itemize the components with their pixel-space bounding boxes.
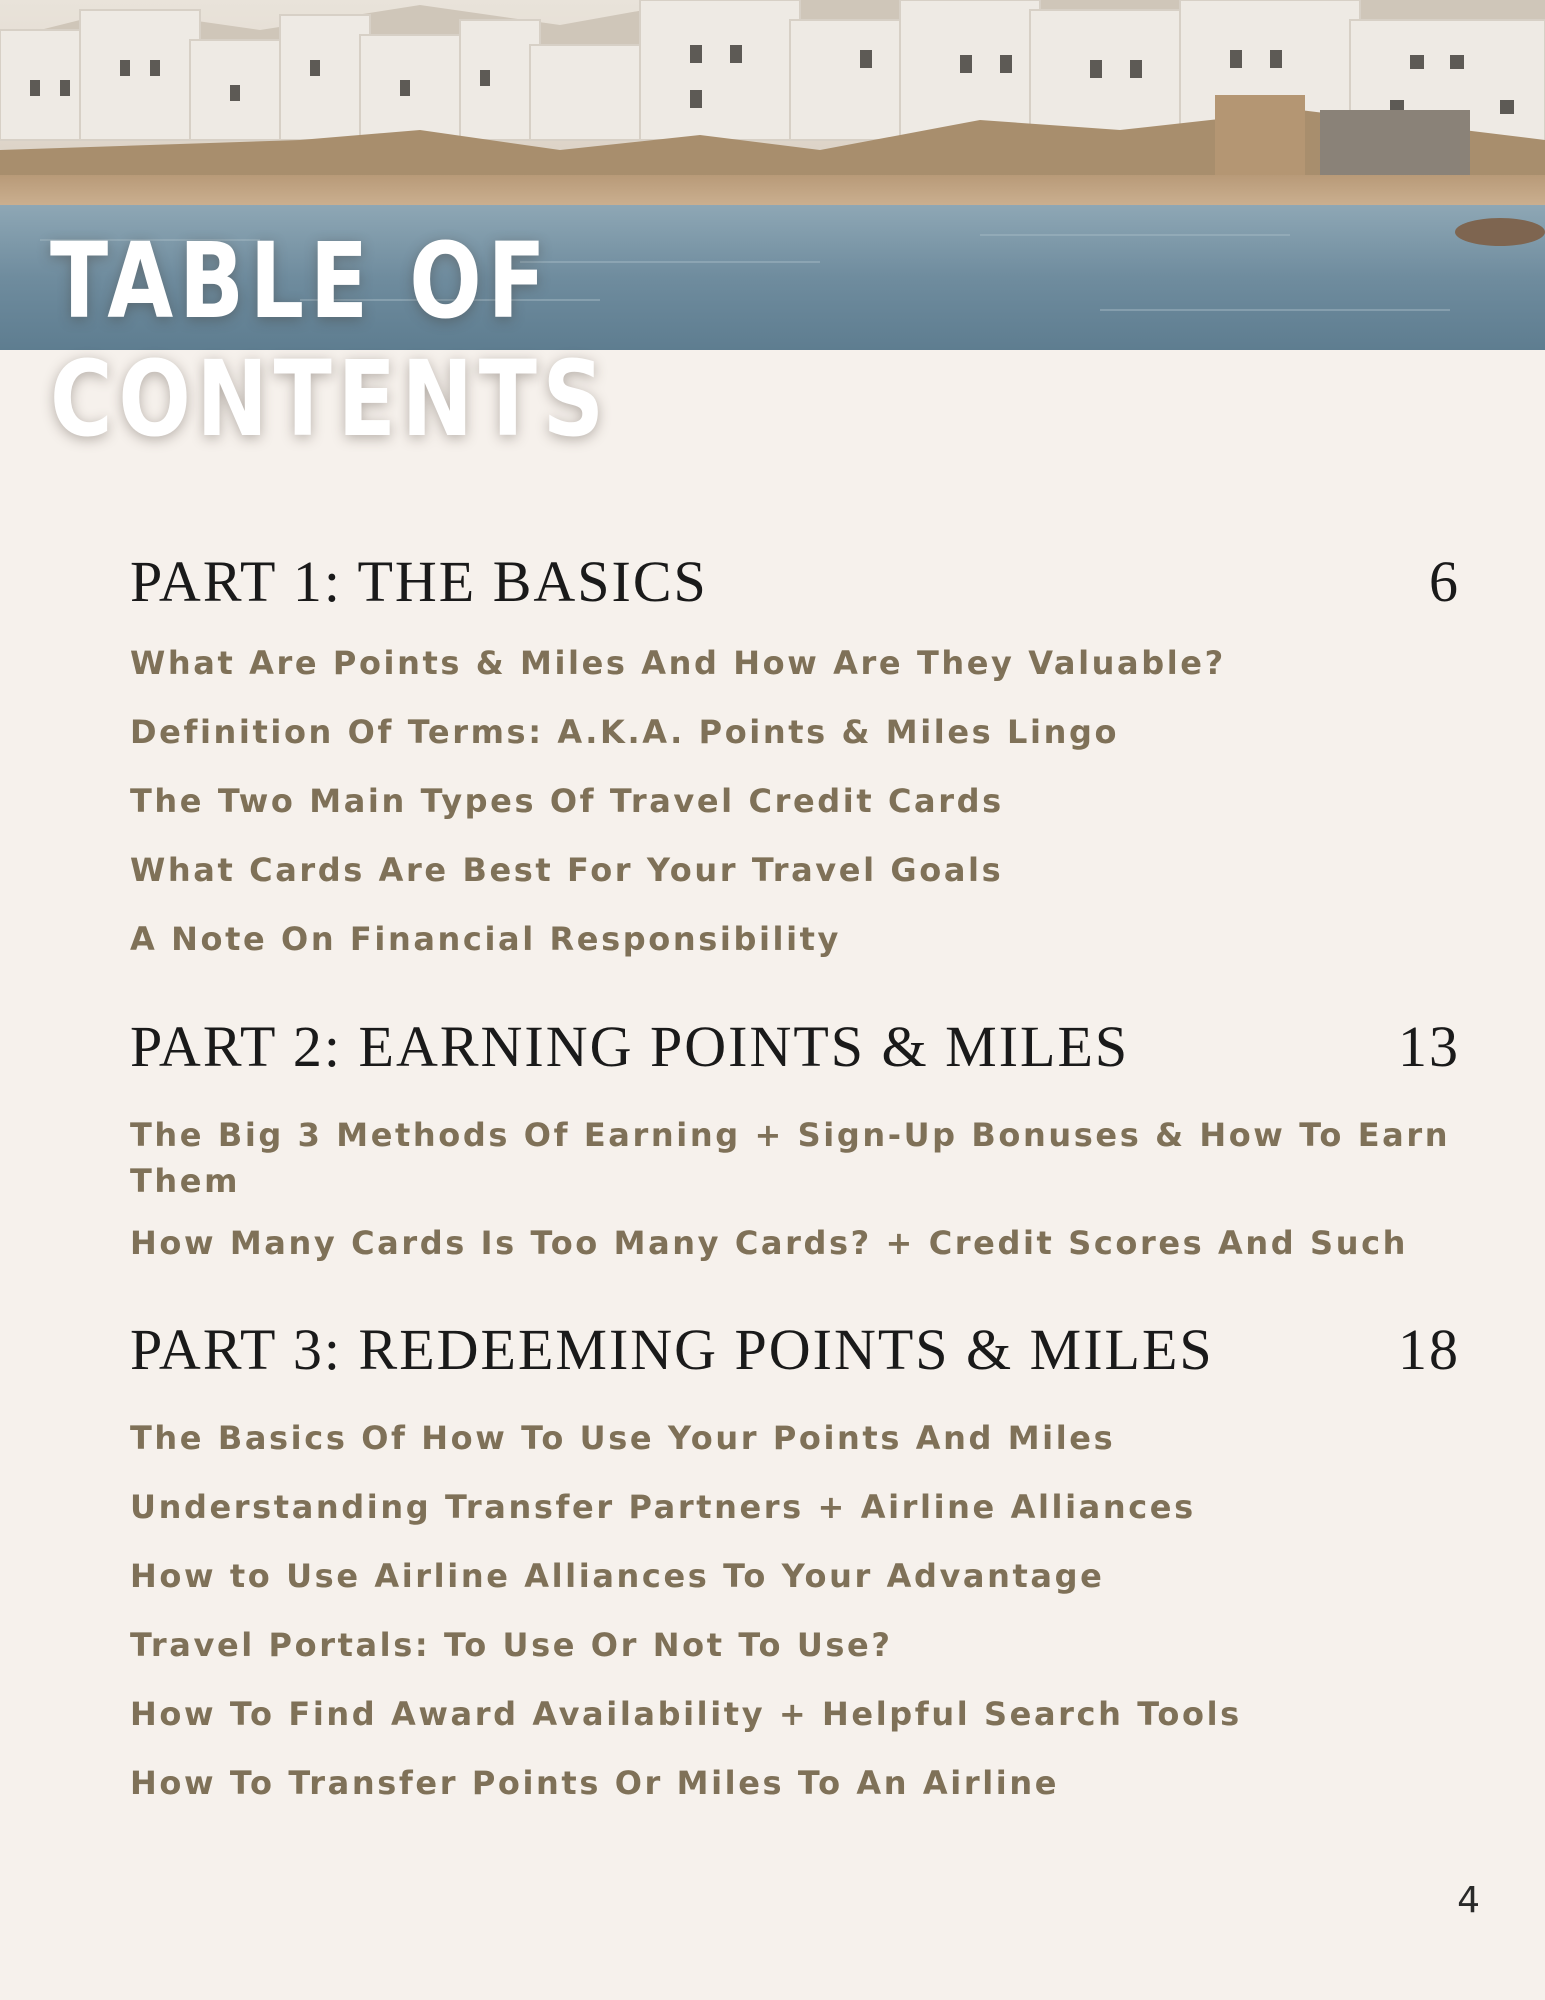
part-1-page: 6: [1429, 549, 1460, 614]
title-line-1: TABLE OF: [50, 220, 552, 342]
title-line-2: CONTENTS: [50, 338, 610, 460]
part-1-heading: PART 1: THE BASICS: [130, 549, 708, 614]
page-title: [50, 222, 610, 458]
part-2-heading-row[interactable]: [130, 1013, 1460, 1080]
toc-entry-big-3-methods[interactable]: The Big 3 Methods Of Earning + Sign-Up Bonuses & How To Earn Them: [130, 1116, 1451, 1200]
part-3-heading: PART 3: REDEEMING POINTS & MILES: [130, 1317, 1214, 1382]
toc-entry-travel-portals[interactable]: Travel Portals: To Use Or Not To Use?: [130, 1626, 893, 1664]
part-2-page: 13: [1398, 1014, 1460, 1079]
toc-entry-transfer-partners[interactable]: Understanding Transfer Partners + Airline Alliances: [130, 1488, 1196, 1526]
toc-entry-basics-use-points[interactable]: The Basics Of How To Use Your Points And Miles: [130, 1419, 1116, 1457]
part-3-heading-row[interactable]: [130, 1316, 1460, 1383]
toc-entry-airline-alliances[interactable]: How to Use Airline Alliances To Your Advantage: [130, 1557, 1105, 1595]
part-2-heading: PART 2: EARNING POINTS & MILES: [130, 1014, 1130, 1079]
toc-entry-financial-responsibility[interactable]: A Note On Financial Responsibility: [130, 920, 842, 958]
toc-entry-how-many-cards[interactable]: How Many Cards Is Too Many Cards? + Credit Scores And Such: [130, 1224, 1409, 1262]
toc-entry-two-main-types[interactable]: The Two Main Types Of Travel Credit Cards: [130, 782, 1004, 820]
toc-entry-best-cards[interactable]: What Cards Are Best For Your Travel Goals: [130, 851, 1004, 889]
part-1-heading-row[interactable]: [130, 548, 1460, 615]
toc-entry-points-miles-valuable[interactable]: What Are Points & Miles And How Are They Valuable?: [130, 644, 1226, 682]
toc-entry-award-availability[interactable]: How To Find Award Availability + Helpful Search Tools: [130, 1695, 1242, 1733]
toc-entry-transfer-points[interactable]: How To Transfer Points Or Miles To An Airline: [130, 1764, 1060, 1802]
toc-entry-definition-of-terms[interactable]: Definition Of Terms: A.K.A. Points & Miles Lingo: [130, 713, 1120, 751]
page-number: 4: [1457, 1880, 1480, 1921]
part-3-page: 18: [1398, 1317, 1460, 1382]
